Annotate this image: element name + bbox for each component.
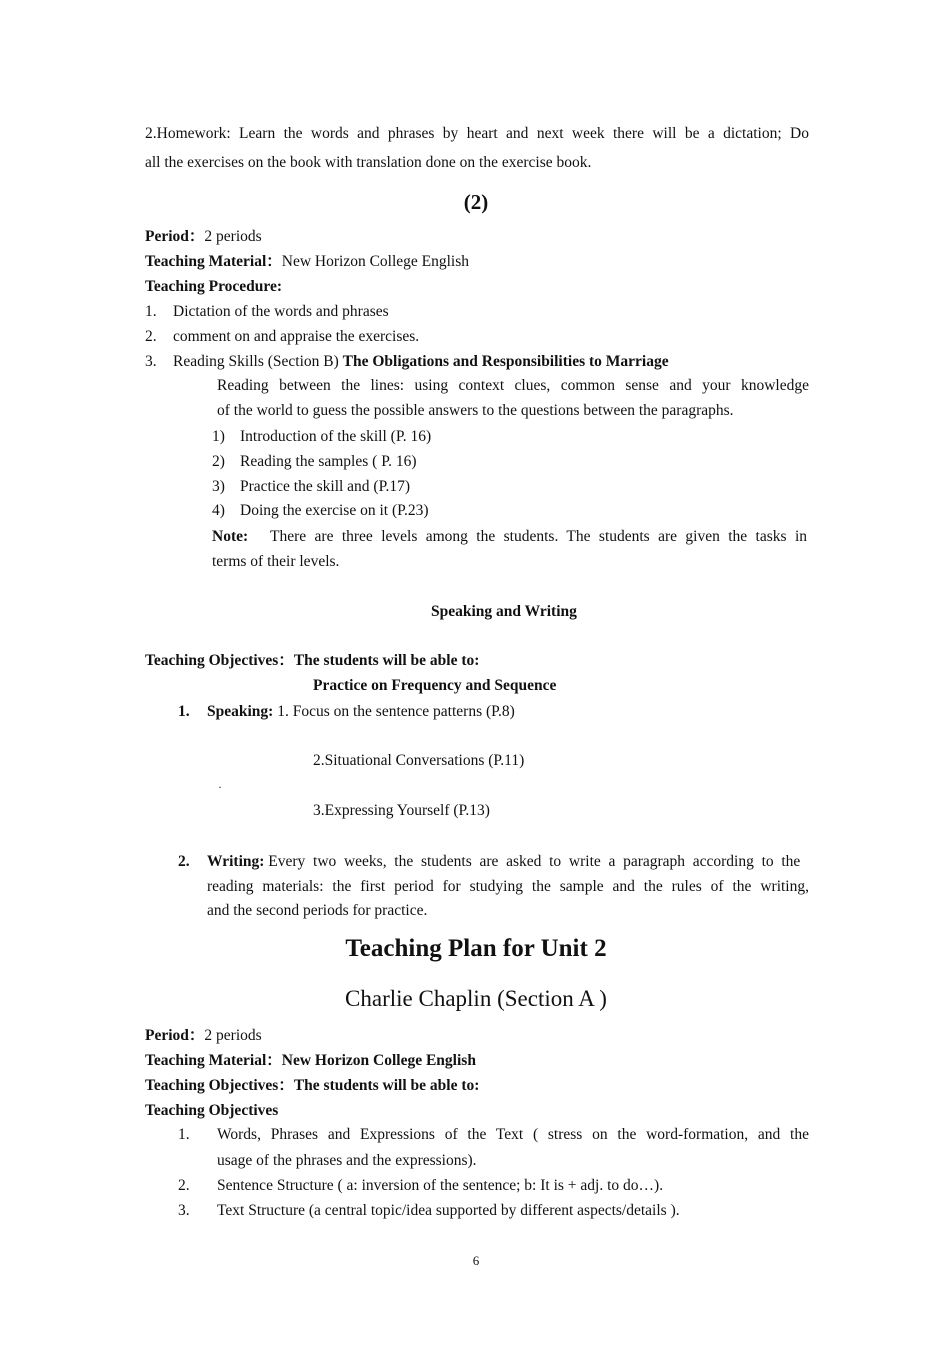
note-line-2: terms of their levels. [212,553,340,570]
period-value: 2 periods [204,228,262,245]
writing-text: Every two weeks, the students are asked to write a paragraph according to the [268,853,801,870]
unit-objectives-heading: Teaching Objectives [145,1102,279,1119]
sub-step-text: Introduction of the skill (P. 16) [240,428,432,445]
procedure-step [145,352,669,372]
writing-number: 2. [178,853,190,870]
objective-number: 2. [178,1177,190,1194]
objective-text: Text Structure (a central topic/idea supported by different aspects/details ). [217,1202,680,1219]
objective-text-continued: usage of the phrases and the expressions). [217,1152,477,1169]
objective-item [178,1201,680,1221]
note-label: Note: [212,528,249,545]
unit-period-label: Period： [145,1027,205,1044]
objective-item [178,1125,809,1145]
reading-desc-line-1: Reading between the lines: using context clues, common sense and your knowledge [217,377,809,394]
objective-number: 1. [178,1126,190,1143]
homework-line-1: 2.Homework: Learn the words and phrases by heart and next week there will be a dictation; Do [145,125,809,142]
stray-dot: · [218,780,222,794]
material-row [145,252,469,272]
sub-step-number: 2) [212,453,225,470]
sub-step-number: 1) [212,428,225,445]
writing-row [178,852,809,872]
writing-line-2: reading materials: the first period for studying the sample and the rules of the writing, [207,878,809,895]
period-row [145,227,262,247]
sub-step [212,477,410,497]
unit-objectives-row [145,1076,479,1096]
writing-label: Writing: [207,853,265,870]
step-number: 2. [145,328,157,345]
sub-step-text: Practice the skill and (P.17) [240,478,411,495]
speaking-number: 1. [178,703,190,720]
unit-material-row [145,1051,476,1071]
objective-text: Words, Phrases and Expressions of the Text ( stress on the word-formation, and the [217,1126,809,1143]
unit-title: Teaching Plan for Unit 2 [345,935,607,962]
practice-heading: Practice on Frequency and Sequence [313,677,557,694]
sub-step [212,501,429,521]
section-heading: (2) [463,190,489,214]
objective-item [178,1176,663,1196]
note-text: There are three levels among the students. The students are given the tasks in [270,528,807,545]
speaking-row [178,702,515,722]
unit-period-value: 2 periods [204,1027,262,1044]
unit-subtitle: Charlie Chaplin (Section A ) [345,986,607,1011]
step-text: Reading Skills (Section B) [173,353,343,370]
procedure-step [145,327,419,347]
speaking-item: 1. Focus on the sentence patterns (P.8) [277,703,515,720]
step-text: Dictation of the words and phrases [173,303,389,320]
sub-step-text: Doing the exercise on it (P.23) [240,502,429,519]
unit-objectives-value: The students will be able to: [293,1077,480,1094]
reading-title: The Obligations and Responsibilities to Marriage [342,353,669,370]
objective-number: 3. [178,1202,190,1219]
step-text: comment on and appraise the exercises. [173,328,420,345]
unit-material-value: New Horizon College English [281,1052,476,1069]
speaking-item: 2.Situational Conversations (P.11) [313,752,525,769]
sub-step [212,452,417,472]
speaking-label: Speaking: [207,703,274,720]
note-line-1 [212,527,809,547]
unit-objectives-label: Teaching Objectives： [145,1077,294,1094]
sub-step-number: 4) [212,502,225,519]
unit-period-row [145,1026,262,1046]
step-number: 3. [145,353,157,370]
writing-line-3: and the second periods for practice. [207,902,428,919]
period-label: Period： [145,228,205,245]
sub-step-number: 3) [212,478,225,495]
homework-line-2: all the exercises on the book with translation done on the exercise book. [145,154,592,171]
sub-step [212,427,431,447]
procedure-step [145,302,389,322]
material-label: Teaching Material： [145,253,282,270]
unit-material-label: Teaching Material： [145,1052,282,1069]
sub-step-text: Reading the samples ( P. 16) [240,453,417,470]
step-number: 1. [145,303,157,320]
objectives-label: Teaching Objectives： [145,652,294,669]
material-value: New Horizon College English [281,253,470,270]
procedure-label: Teaching Procedure: [145,278,283,295]
page-number: 6 [472,1253,480,1268]
speaking-item: 3.Expressing Yourself (P.13) [313,802,490,819]
reading-desc-line-2: of the world to guess the possible answers to the questions between the paragraphs. [217,402,734,419]
objective-text: Sentence Structure ( a: inversion of the sentence; b: It is + adj. to do…). [217,1177,664,1194]
speaking-writing-heading: Speaking and Writing [431,603,577,620]
objectives-row [145,651,479,671]
objectives-value: The students will be able to: [293,652,480,669]
